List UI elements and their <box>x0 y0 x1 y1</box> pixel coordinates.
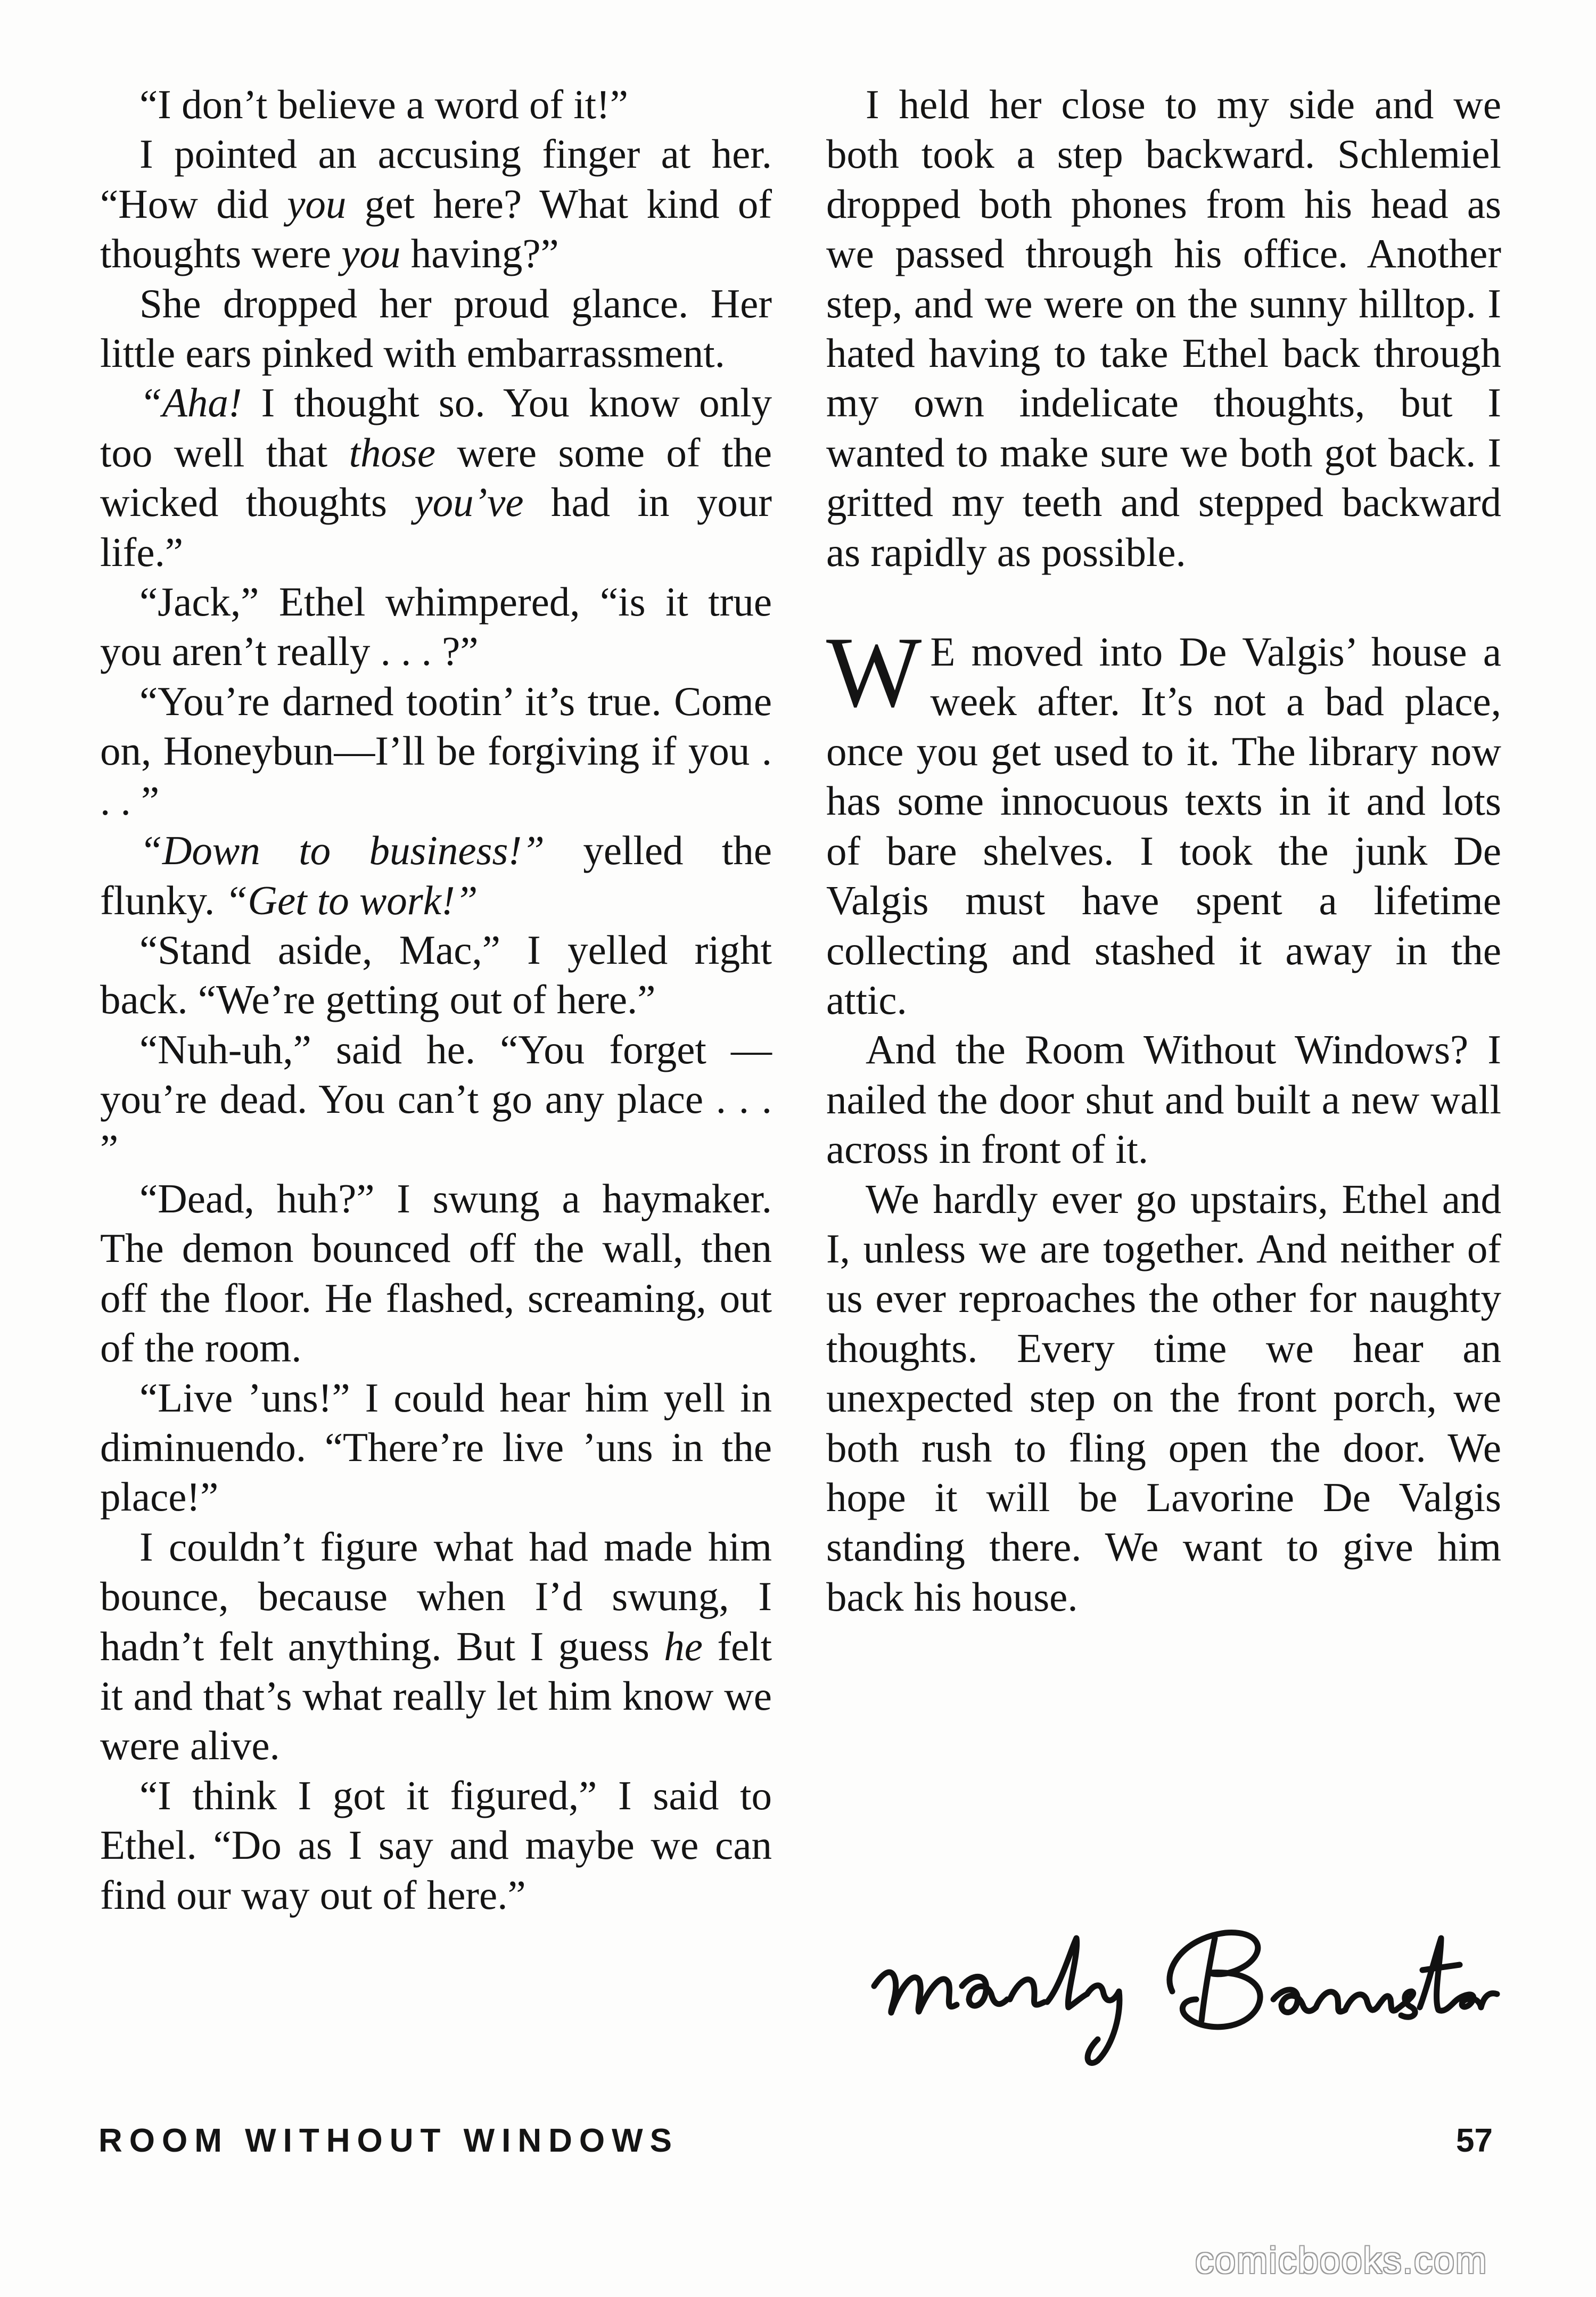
text-run: “You’re darned tootin’ it’s true. Come on, Honeybun—I’ll be forgiving if you . . . ” <box>100 678 772 824</box>
text-run: yelled the flunky. <box>100 827 772 923</box>
text-run: felt it and that’s what really let him know we were alive. <box>100 1623 772 1769</box>
paragraph <box>100 577 772 677</box>
text-run: “I don’t believe a word of it!” <box>139 81 628 127</box>
text-run: “I think I got it figured,” I said to Ethel. “Do as I say and maybe we can find our way out of here.” <box>100 1772 772 1918</box>
text-run: having?” <box>400 231 559 277</box>
page-number: 57 <box>1456 2122 1493 2159</box>
paragraph <box>100 925 772 1025</box>
italic-run: “Get to work!” <box>225 877 478 923</box>
text-run: I couldn’t figure what had made him bounce, because when I’d swung, I hadn’t felt anything. But I guess <box>100 1523 772 1669</box>
running-footer-title: ROOM WITHOUT WINDOWS <box>98 2122 679 2159</box>
italic-run: “Aha! <box>139 380 242 426</box>
paragraph <box>100 378 772 577</box>
section-opening-paragraph <box>826 617 1501 1025</box>
paragraph <box>100 129 772 278</box>
left-text-column <box>100 80 772 1920</box>
text-run: “Nuh-uh,” said he. “You forget —you’re dead. You can’t go any place . . . ” <box>100 1026 772 1172</box>
right-text-column <box>826 80 1501 1622</box>
paragraph <box>100 1174 772 1373</box>
paragraph <box>100 1373 772 1522</box>
text-run: She dropped her proud glance. Her little ears pinked with embarrassment. <box>100 280 772 376</box>
paragraph: And the Room Without Windows? I nailed the door shut and built a new wall across in front of it. <box>826 1027 1501 1172</box>
text-run: were some of the wicked thoughts <box>100 429 772 526</box>
paragraph <box>100 279 772 379</box>
paragraph <box>100 80 772 129</box>
paragraph-text: E moved into De Valgis’ house a week after. It’s not a bad place, once you get used to it. The library now has some innocuous texts in it and lots of bare shelves. I took the junk De Valgis must have spent a lifetime collecting and stashed it away in the attic. <box>826 629 1501 1023</box>
italic-run: you <box>287 181 347 227</box>
author-signature <box>863 1906 1502 2066</box>
italic-run: those <box>349 429 436 475</box>
paragraph <box>100 1771 772 1920</box>
text-run: “Jack,” Ethel whimpered, “is it true you aren’t really . . . ?” <box>100 579 772 675</box>
italic-run: you’ve <box>414 479 524 526</box>
paragraph: I held her close to my side and we both took a step backward. Schlemiel dropped both phones from his head as we passed through his office. Another step, and we were on the sunny hilltop. I hated having to take Ethel back through my own indelicate thoughts, but I wanted to make sure we both got back. I gritted my teeth and stepped backward as rapidly as possible. <box>826 81 1501 575</box>
text-run: get here? What kind of thoughts were <box>100 181 772 277</box>
italic-run: you <box>341 231 401 277</box>
drop-cap-letter: W <box>826 617 922 729</box>
text-run: “Live ’uns!” I could hear him yell in diminuendo. “There’re live ’uns in the place!” <box>100 1374 772 1520</box>
watermark: comicbooks.com <box>1195 2239 1488 2281</box>
paragraph <box>100 1025 772 1174</box>
paragraph <box>100 677 772 826</box>
text-run: I thought so. You know only too well that <box>100 380 772 475</box>
paragraph <box>100 1522 772 1771</box>
italic-run: “Down to business!” <box>139 827 545 874</box>
paragraph: We hardly ever go upstairs, Ethel and I, unless we are together. And neither of us ever reproaches the other for naughty thoughts. Every time we hear an unexpected step on the front porch, we both rush to fling open the door. We hope it will be Lavorine De Valgis standing there. We want to give him back his house. <box>826 1176 1501 1620</box>
paragraph <box>100 826 772 925</box>
text-run: I pointed an accusing finger at her. “How did <box>100 131 772 227</box>
text-run: “Stand aside, Mac,” I yelled right back. “We’re getting out of here.” <box>100 926 772 1023</box>
italic-run: he <box>664 1623 703 1669</box>
text-run: “Dead, huh?” I swung a haymaker. The demon bounced off the wall, then off the floor. He flashed, screaming, out of the room. <box>100 1175 772 1371</box>
text-run: had in your life.” <box>100 479 772 575</box>
